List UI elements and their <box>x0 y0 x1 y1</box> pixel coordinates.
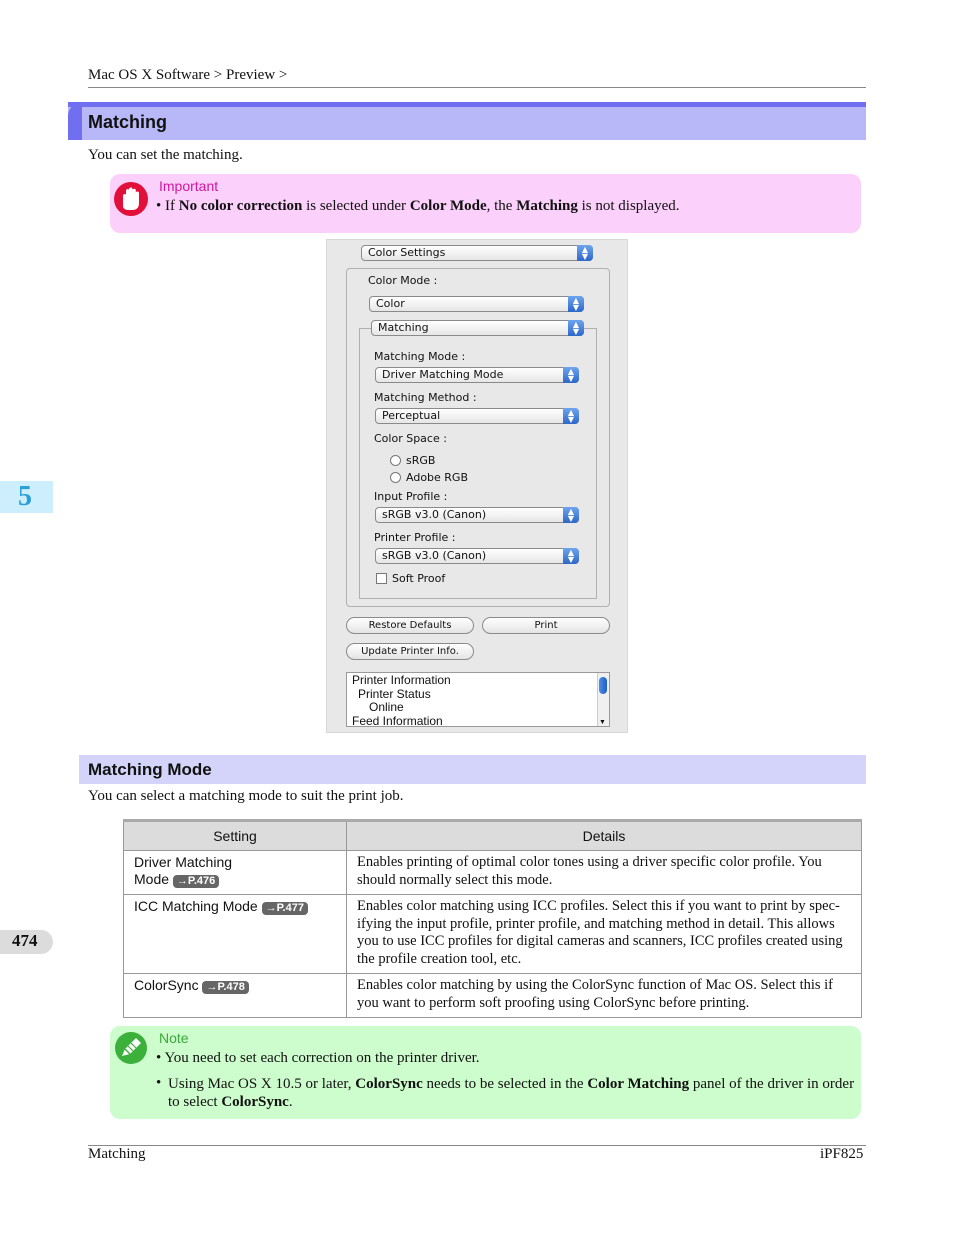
radio-adobe-rgb[interactable] <box>390 472 401 483</box>
setting-cell: ICC Matching Mode →P.477 <box>124 895 347 974</box>
footer-rule <box>88 1145 866 1146</box>
setting-cell: Driver Matching Mode →P.476 <box>124 851 347 895</box>
soft-proof-checkbox[interactable] <box>376 573 387 584</box>
table-row <box>124 974 862 1018</box>
table-row <box>124 851 862 895</box>
updown-arrows-icon: ▲ ▼ <box>568 296 584 312</box>
header-rule <box>88 87 866 88</box>
details-cell: Enables color matching using ICC profiles. Select this if you want to print by spec-ifying the input profile, printer profile, and matching method in detail. This allows you to use ICC profiles for digital cameras and scanners, ICC profiles created using the profile creation tool, etc. <box>347 895 862 974</box>
info-line: Online <box>369 700 404 714</box>
section-header-bar <box>68 102 866 140</box>
matching-mode-popup[interactable]: Driver Matching Mode ▲ ▼ <box>375 367 579 383</box>
matching-method-popup[interactable]: Perceptual ▲ ▼ <box>375 408 579 424</box>
breadcrumb: Mac OS X Software > Preview > <box>88 67 288 83</box>
info-scrollbar[interactable] <box>597 673 609 726</box>
page-reference-link[interactable]: →P.476 <box>173 875 219 888</box>
page-number: 474 <box>12 931 38 950</box>
printer-profile-label: Printer Profile : <box>374 531 456 544</box>
bullet: • <box>156 1075 162 1091</box>
bullet: • <box>156 198 162 214</box>
note-item: • You need to set each correction on the printer driver. <box>156 1050 480 1066</box>
details-cell: Enables color matching by using the ColorSync function of Mac OS. Select this if you want to perform soft proofing using ColorSync before printing. <box>347 974 862 1018</box>
printer-info-list[interactable] <box>346 672 610 727</box>
printer-profile-popup[interactable]: sRGB v3.0 (Canon) ▲ ▼ <box>375 548 579 564</box>
important-title: Important <box>159 178 219 194</box>
print-button[interactable]: Print <box>482 617 610 634</box>
subsection-title: Matching Mode <box>88 760 212 779</box>
updown-arrows-icon: ▲ ▼ <box>577 245 593 261</box>
updown-arrows-icon: ▲ ▼ <box>563 507 579 523</box>
section-header-accent <box>68 102 82 140</box>
soft-proof-label: Soft Proof <box>392 572 446 585</box>
note-item: Using Mac OS X 10.5 or later, ColorSync needs to be selected in the Color Matching panel of the driver in order to select ColorSync. <box>168 1076 855 1110</box>
color-mode-label: Color Mode : <box>368 274 438 287</box>
color-space-label: Color Space : <box>374 432 447 445</box>
matching-method-label: Matching Method : <box>374 391 477 404</box>
restore-defaults-button[interactable]: Restore Defaults <box>346 617 474 634</box>
input-profile-label: Input Profile : <box>374 490 448 503</box>
details-cell: Enables printing of optimal color tones using a driver specific color profile. You should normally select this mode. <box>347 851 862 895</box>
table-header-row <box>124 821 862 851</box>
updown-arrows-icon: ▲ ▼ <box>568 320 584 336</box>
updown-arrows-icon: ▲ ▼ <box>563 548 579 564</box>
matching-mode-table <box>123 819 862 1018</box>
bullet: • <box>156 1050 162 1066</box>
page-reference-link[interactable]: →P.477 <box>262 902 308 915</box>
matching-popup[interactable]: Matching ▲ ▼ <box>371 320 584 336</box>
updown-arrows-icon: ▲ ▼ <box>563 367 579 383</box>
intro-text: You can set the matching. <box>88 147 243 163</box>
page-reference-link[interactable]: →P.478 <box>202 981 248 994</box>
info-line: Printer Status <box>358 687 431 701</box>
footer-model-name: iPF825 <box>820 1146 864 1162</box>
color-settings-dialog <box>326 239 628 733</box>
input-profile-popup[interactable]: sRGB v3.0 (Canon) ▲ ▼ <box>375 507 579 523</box>
color-mode-popup[interactable]: Color ▲ ▼ <box>369 296 584 312</box>
subsection-intro: You can select a matching mode to suit the print job. <box>88 788 404 804</box>
scroll-thumb[interactable] <box>599 677 607 694</box>
footer-section-name: Matching <box>88 1146 146 1162</box>
panel-popup[interactable]: Color Settings ▲ ▼ <box>361 245 593 261</box>
table-row <box>124 895 862 974</box>
info-line: Feed Information <box>352 714 443 728</box>
table-header-details: Details <box>347 821 862 851</box>
update-printer-info-button[interactable]: Update Printer Info. <box>346 643 474 660</box>
pencil-note-icon <box>114 1031 148 1065</box>
table-header-setting: Setting <box>124 821 347 851</box>
info-line: Printer Information <box>352 673 451 687</box>
radio-adobe-rgb-label: Adobe RGB <box>406 471 469 484</box>
note-title: Note <box>159 1030 189 1046</box>
scroll-down-arrow-icon[interactable]: ▼ <box>599 718 606 726</box>
section-title: Matching <box>88 112 167 132</box>
matching-mode-label: Matching Mode : <box>374 350 466 363</box>
stop-hand-icon <box>113 181 149 217</box>
radio-srgb-label: sRGB <box>406 454 436 467</box>
updown-arrows-icon: ▲ ▼ <box>563 408 579 424</box>
radio-srgb[interactable] <box>390 455 401 466</box>
chapter-number: 5 <box>18 481 32 512</box>
important-item: • If No color correction is selected under Color Mode, the Matching is not displayed. <box>156 198 680 214</box>
setting-cell: ColorSync →P.478 <box>124 974 347 1018</box>
